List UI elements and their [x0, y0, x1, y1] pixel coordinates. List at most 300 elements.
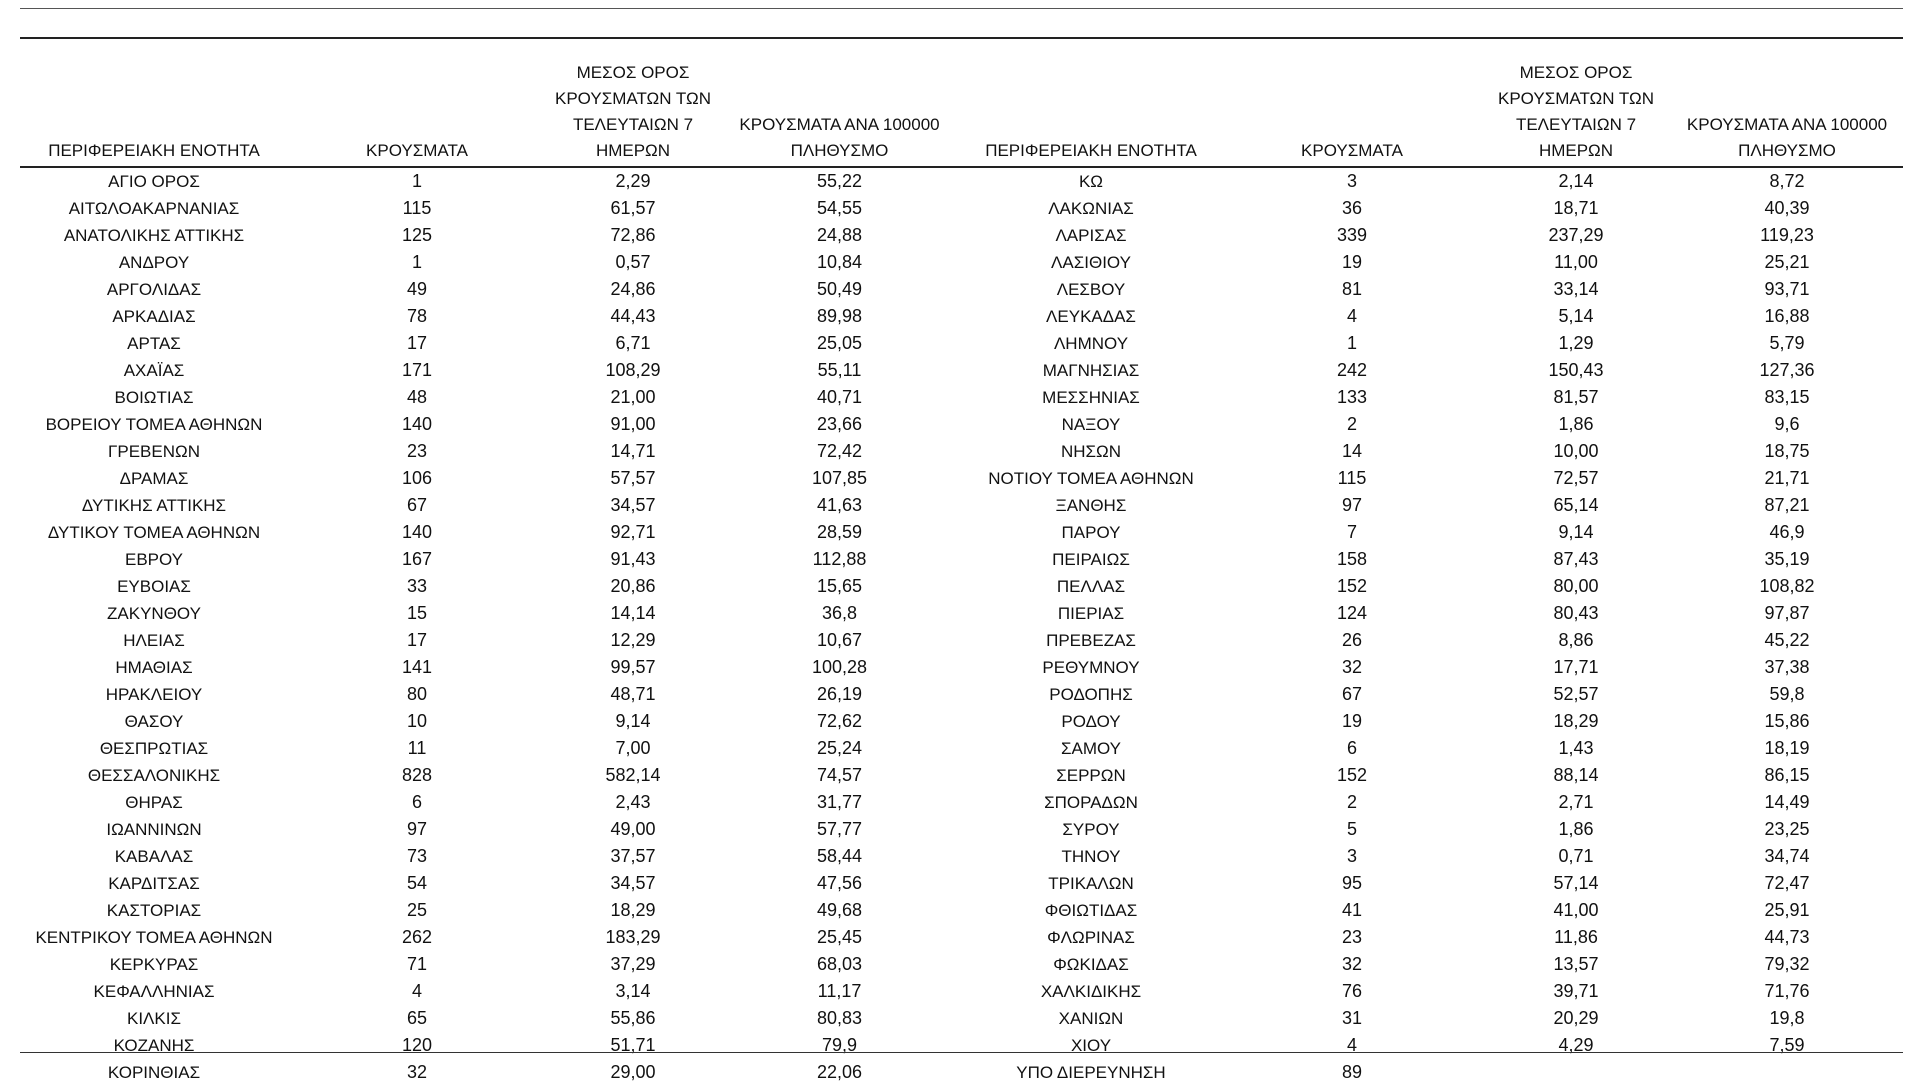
region-name-2: ΝΟΤΙΟΥ ΤΟΜΕΑ ΑΘΗΝΩΝ [988, 468, 1194, 488]
table-row [20, 303, 1903, 330]
cases-per-100k-2: 119,23 [1760, 225, 1814, 245]
avg-7-days-2: 11,00 [1554, 252, 1598, 272]
avg-7-days: 6,71 [615, 333, 651, 353]
header-cases: ΚΡΟΥΣΜΑΤΑ [288, 60, 546, 167]
table-row [20, 816, 1903, 843]
cases: 115 [402, 198, 432, 218]
cases-2: 124 [1336, 603, 1368, 623]
region-name-2: ΤΗΝΟΥ [1061, 846, 1121, 866]
header-avg-7-days-2: ΜΕΣΟΣ ΟΡΟΣ ΚΡΟΥΣΜΑΤΩΝ ΤΩΝ ΤΕΛΕΥΤΑΙΩΝ 7 ΗΜΕΡΩΝ [1481, 60, 1671, 167]
cases: 33 [406, 576, 428, 596]
region-name-2: ΠΡΕΒΕΖΑΣ [1046, 630, 1136, 650]
avg-7-days-2: 65,14 [1553, 495, 1599, 515]
region-name: ΒΟΡΕΙΟΥ ΤΟΜΕΑ ΑΘΗΝΩΝ [45, 414, 263, 434]
cases: 120 [401, 1035, 433, 1055]
cases: 1 [411, 252, 422, 272]
cases-per-100k: 40,71 [816, 387, 863, 407]
cases-per-100k: 50,49 [816, 279, 863, 299]
cases-per-100k-2 [1671, 1059, 1903, 1086]
cases: 49 [406, 279, 428, 299]
cases-2: 89 [1341, 1062, 1363, 1082]
avg-7-days: 51,71 [610, 1035, 656, 1055]
cases: 48 [406, 387, 428, 407]
table-row [20, 600, 1903, 627]
cases: 54 [406, 873, 428, 893]
cases-per-100k: 15,65 [816, 576, 863, 596]
region-name: ΖΑΚΥΝΘΟΥ [107, 603, 201, 623]
cases-2: 5 [1346, 819, 1357, 839]
avg-7-days: 99,57 [610, 657, 656, 677]
avg-7-days-2: 80,43 [1553, 603, 1599, 623]
avg-7-days-2: 1,43 [1558, 738, 1594, 758]
avg-7-days: 582,14 [605, 765, 661, 785]
avg-7-days-2: 81,57 [1553, 387, 1599, 407]
cases-2: 67 [1341, 684, 1363, 704]
region-name-2: ΧΙΟΥ [1070, 1035, 1112, 1055]
region-name-2: ΜΑΓΝΗΣΙΑΣ [1042, 360, 1140, 380]
region-name: ΚΟΡΙΝΘΙΑΣ [107, 1062, 201, 1082]
cases-per-100k-2: 35,19 [1764, 549, 1810, 569]
avg-7-days-2: 4,29 [1558, 1035, 1594, 1055]
region-name-2: ΦΛΩΡΙΝΑΣ [1047, 927, 1135, 947]
avg-7-days: 21,00 [610, 387, 656, 407]
region-name-2: ΛΕΣΒΟΥ [1056, 279, 1126, 299]
cases: 828 [401, 765, 433, 785]
avg-7-days-2: 2,14 [1558, 171, 1594, 191]
cases: 78 [406, 306, 428, 326]
region-name-2: ΦΩΚΙΔΑΣ [1053, 954, 1129, 974]
avg-7-days: 37,57 [610, 846, 656, 866]
avg-7-days: 14,14 [610, 603, 656, 623]
cases-per-100k: 26,19 [816, 684, 863, 704]
avg-7-days: 12,29 [610, 630, 656, 650]
cases-2: 32 [1341, 954, 1363, 974]
cases-per-100k-2: 86,15 [1764, 765, 1810, 785]
avg-7-days: 49,00 [610, 819, 656, 839]
avg-7-days: 72,86 [610, 225, 656, 245]
table-row [20, 1059, 1903, 1086]
table-row [20, 627, 1903, 654]
cases-2: 152 [1336, 765, 1368, 785]
cases: 167 [401, 549, 433, 569]
cases-per-100k: 57,77 [816, 819, 863, 839]
avg-7-days-2: 237,29 [1548, 225, 1604, 245]
region-name: ΑΡΚΑΔΙΑΣ [112, 306, 196, 326]
region-name: ΚΑΒΑΛΑΣ [114, 846, 194, 866]
avg-7-days: 2,29 [615, 171, 651, 191]
cases: 140 [401, 414, 433, 434]
avg-7-days: 57,57 [610, 468, 656, 488]
cases-2: 6 [1346, 738, 1357, 758]
cases-per-100k-2: 25,21 [1764, 252, 1810, 272]
cases: 141 [401, 657, 433, 677]
table-row [20, 546, 1903, 573]
cases-2: 36 [1341, 198, 1363, 218]
cases: 140 [401, 522, 433, 542]
cases-per-100k: 112,88 [812, 549, 867, 569]
avg-7-days-2: 33,14 [1553, 279, 1599, 299]
cases-per-100k-2: 16,88 [1764, 306, 1810, 326]
table-row [20, 951, 1903, 978]
table-row [20, 519, 1903, 546]
avg-7-days-2: 20,29 [1553, 1008, 1599, 1028]
cases: 4 [411, 981, 422, 1001]
avg-7-days-2: 80,00 [1553, 576, 1599, 596]
cases-per-100k: 54,55 [816, 198, 863, 218]
avg-7-days-2: 88,14 [1553, 765, 1599, 785]
cases-per-100k-2: 71,76 [1764, 981, 1810, 1001]
region-name-2: ΠΑΡΟΥ [1061, 522, 1121, 542]
cases: 262 [401, 927, 433, 947]
table-row [20, 167, 1903, 195]
avg-7-days: 7,00 [615, 738, 651, 758]
cases-2: 115 [1337, 468, 1367, 488]
region-name: ΘΕΣΣΑΛΟΝΙΚΗΣ [87, 765, 221, 785]
avg-7-days-2: 41,00 [1553, 900, 1599, 920]
avg-7-days-2: 87,43 [1553, 549, 1599, 569]
region-name-2: ΝΗΣΩΝ [1060, 441, 1122, 461]
avg-7-days: 0,57 [615, 252, 651, 272]
avg-7-days-2: 5,14 [1558, 306, 1594, 326]
region-name: ΚΕΡΚΥΡΑΣ [109, 954, 199, 974]
cases-per-100k: 24,88 [816, 225, 863, 245]
avg-7-days: 14,71 [610, 441, 656, 461]
cases-2: 14 [1341, 441, 1363, 461]
cases-per-100k-2: 21,71 [1764, 468, 1810, 488]
cases: 73 [406, 846, 428, 866]
avg-7-days: 183,29 [605, 927, 661, 947]
cases-2: 3 [1346, 846, 1357, 866]
cases: 11 [407, 738, 427, 758]
avg-7-days: 34,57 [610, 495, 656, 515]
cases-2: 2 [1346, 414, 1357, 434]
table-row [20, 411, 1903, 438]
header-cases-per-100k: ΚΡΟΥΣΜΑΤΑ ΑΝΑ 100000 ΠΛΗΘΥΣΜΟ [720, 60, 959, 167]
avg-7-days-2: 17,71 [1553, 657, 1599, 677]
cases: 80 [406, 684, 428, 704]
cases: 97 [406, 819, 428, 839]
region-name: ΘΕΣΠΡΩΤΙΑΣ [99, 738, 209, 758]
table-row [20, 222, 1903, 249]
cases: 171 [401, 360, 433, 380]
avg-7-days: 2,43 [615, 792, 651, 812]
region-name: ΗΛΕΙΑΣ [123, 630, 185, 650]
region-name-2: ΜΕΣΣΗΝΙΑΣ [1042, 387, 1140, 407]
table-row [20, 708, 1903, 735]
cases: 15 [406, 603, 428, 623]
table-row [20, 465, 1903, 492]
cases-per-100k: 10,67 [816, 630, 863, 650]
cases-per-100k-2: 79,32 [1764, 954, 1810, 974]
cases-per-100k: 72,42 [816, 441, 863, 461]
cases-2: 339 [1336, 225, 1368, 245]
avg-7-days: 108,29 [605, 360, 661, 380]
cases-per-100k: 58,44 [816, 846, 863, 866]
header-region-2: ΠΕΡΙΦΕΡΕΙΑΚΗ ΕΝΟΤΗΤΑ [959, 60, 1223, 167]
cases-per-100k-2: 23,25 [1764, 819, 1810, 839]
cases-2: 4 [1346, 1035, 1357, 1055]
table-row [20, 654, 1903, 681]
region-name-2: ΣΥΡΟΥ [1062, 819, 1120, 839]
avg-7-days-2 [1481, 1059, 1671, 1086]
region-name-2: ΥΠΟ ΔΙΕΡΕΥΝΗΣΗ [1016, 1062, 1166, 1082]
region-name-2: ΛΑΡΙΣΑΣ [1055, 225, 1127, 245]
region-name-2: ΠΙΕΡΙΑΣ [1057, 603, 1125, 623]
region-name-2: ΧΑΛΚΙΔΙΚΗΣ [1040, 981, 1142, 1001]
cases-per-100k: 79,9 [821, 1035, 858, 1055]
cases-per-100k-2: 7,59 [1769, 1035, 1805, 1055]
region-name-2: ΚΩ [1078, 171, 1104, 191]
cases-per-100k-2: 8,72 [1769, 171, 1805, 191]
cases-per-100k: 68,03 [816, 954, 863, 974]
table-row [20, 1005, 1903, 1032]
table-row [20, 789, 1903, 816]
avg-7-days-2: 2,71 [1558, 792, 1594, 812]
table-header [20, 60, 1903, 167]
table-row [20, 762, 1903, 789]
table-row [20, 249, 1903, 276]
region-name-2: ΦΘΙΩΤΙΔΑΣ [1044, 900, 1138, 920]
cases-per-100k: 47,56 [816, 873, 863, 893]
avg-7-days: 20,86 [610, 576, 656, 596]
cases-per-100k-2: 34,74 [1764, 846, 1810, 866]
cases-per-100k-2: 25,91 [1764, 900, 1810, 920]
avg-7-days: 91,43 [610, 549, 656, 569]
cases: 65 [406, 1008, 428, 1028]
avg-7-days-2: 39,71 [1553, 981, 1599, 1001]
avg-7-days-2: 18,71 [1553, 198, 1599, 218]
region-name-2: ΡΕΘΥΜΝΟΥ [1042, 657, 1140, 677]
cases-2: 2 [1346, 792, 1357, 812]
cases-2: 152 [1336, 576, 1368, 596]
region-name: ΚΙΛΚΙΣ [127, 1008, 181, 1028]
cases-2: 26 [1341, 630, 1363, 650]
region-name: ΑΡΤΑΣ [127, 333, 181, 353]
region-name-2: ΡΟΔΟΥ [1061, 711, 1121, 731]
cases-per-100k: 25,45 [816, 927, 863, 947]
region-name: ΚΟΖΑΝΗΣ [113, 1035, 195, 1055]
cases-2: 97 [1341, 495, 1363, 515]
region-name: ΕΒΡΟΥ [124, 549, 184, 569]
region-name-2: ΛΑΣΙΘΙΟΥ [1051, 252, 1131, 272]
table-row [20, 681, 1903, 708]
cases-per-100k: 107,85 [811, 468, 868, 488]
avg-7-days: 24,86 [610, 279, 656, 299]
cases-2: 95 [1341, 873, 1363, 893]
cases-2: 31 [1341, 1008, 1363, 1028]
avg-7-days: 44,43 [610, 306, 656, 326]
table-row [20, 492, 1903, 519]
region-name: ΑΓΙΟ ΟΡΟΣ [108, 171, 200, 191]
table-row [20, 573, 1903, 600]
region-name-2: ΣΕΡΡΩΝ [1056, 765, 1126, 785]
avg-7-days-2: 57,14 [1553, 873, 1599, 893]
cases-per-100k-2: 19,8 [1769, 1008, 1805, 1028]
avg-7-days: 55,86 [610, 1008, 656, 1028]
cases-2: 19 [1341, 711, 1363, 731]
region-name: ΚΑΣΤΟΡΙΑΣ [106, 900, 202, 920]
table-row [20, 357, 1903, 384]
table-row [20, 195, 1903, 222]
table-row [20, 330, 1903, 357]
cases-per-100k: 36,8 [821, 603, 858, 623]
top-rule [20, 8, 1903, 9]
region-name: ΗΜΑΘΙΑΣ [115, 657, 193, 677]
avg-7-days: 3,14 [615, 981, 651, 1001]
cases-per-100k-2: 18,75 [1764, 441, 1810, 461]
cases: 125 [401, 225, 433, 245]
avg-7-days: 61,57 [610, 198, 656, 218]
cases-per-100k-2: 44,73 [1764, 927, 1810, 947]
header-region: ΠΕΡΙΦΕΡΕΙΑΚΗ ΕΝΟΤΗΤΑ [20, 60, 288, 167]
cases-2: 81 [1341, 279, 1363, 299]
cases-per-100k: 31,77 [816, 792, 863, 812]
table-row [20, 843, 1903, 870]
region-name: ΚΕΝΤΡΙΚΟΥ ΤΟΜΕΑ ΑΘΗΝΩΝ [35, 927, 273, 947]
cases: 25 [406, 900, 428, 920]
cases-per-100k: 89,98 [816, 306, 863, 326]
header-row [20, 60, 1903, 167]
region-name-2: ΡΟΔΟΠΗΣ [1049, 684, 1133, 704]
cases-per-100k-2: 83,15 [1764, 387, 1810, 407]
region-name: ΑΝΔΡΟΥ [118, 252, 190, 272]
cases-per-100k: 11,17 [817, 981, 862, 1001]
cases-per-100k: 49,68 [816, 900, 863, 920]
bottom-rule [20, 1052, 1903, 1053]
cases: 17 [406, 630, 428, 650]
cases-per-100k-2: 15,86 [1764, 711, 1810, 731]
cases-per-100k: 22,06 [816, 1062, 863, 1082]
region-name: ΒΟΙΩΤΙΑΣ [114, 387, 194, 407]
region-name-2: ΧΑΝΙΩΝ [1058, 1008, 1124, 1028]
cases-per-100k-2: 14,49 [1764, 792, 1810, 812]
cases: 67 [406, 495, 428, 515]
cases-per-100k: 72,62 [816, 711, 863, 731]
cases-2: 4 [1346, 306, 1357, 326]
region-name: ΑΝΑΤΟΛΙΚΗΣ ΑΤΤΙΚΗΣ [63, 225, 245, 245]
region-name: ΑΧΑΪΑΣ [123, 360, 185, 380]
cases-per-100k: 41,63 [816, 495, 863, 515]
avg-7-days-2: 11,86 [1554, 927, 1598, 947]
cases-2: 158 [1336, 549, 1368, 569]
cases-2: 41 [1341, 900, 1363, 920]
cases-per-100k-2: 59,8 [1769, 684, 1805, 704]
region-name-2: ΤΡΙΚΑΛΩΝ [1048, 873, 1134, 893]
header-avg-7-days: ΜΕΣΟΣ ΟΡΟΣ ΚΡΟΥΣΜΑΤΩΝ ΤΩΝ ΤΕΛΕΥΤΑΙΩΝ 7 ΗΜΕΡΩΝ [546, 60, 720, 167]
cases: 1 [411, 171, 422, 191]
avg-7-days: 34,57 [610, 873, 656, 893]
header-rule [20, 37, 1903, 39]
avg-7-days: 18,29 [610, 900, 656, 920]
avg-7-days: 48,71 [610, 684, 656, 704]
cases-2: 242 [1336, 360, 1368, 380]
region-name: ΘΗΡΑΣ [125, 792, 183, 812]
avg-7-days-2: 0,71 [1558, 846, 1594, 866]
table-row [20, 276, 1903, 303]
avg-7-days: 37,29 [610, 954, 656, 974]
table-row [20, 384, 1903, 411]
avg-7-days-2: 1,29 [1558, 333, 1594, 353]
header-cases-per-100k-2: ΚΡΟΥΣΜΑΤΑ ΑΝΑ 100000 ΠΛΗΘΥΣΜΟ [1671, 60, 1903, 167]
avg-7-days-2: 52,57 [1553, 684, 1599, 704]
table-row [20, 735, 1903, 762]
avg-7-days-2: 1,86 [1558, 819, 1594, 839]
regional-cases-table [20, 60, 1903, 1086]
cases-2: 133 [1336, 387, 1368, 407]
cases-per-100k-2: 46,9 [1769, 522, 1805, 542]
cases-per-100k: 55,22 [816, 171, 863, 191]
region-name: ΓΡΕΒΕΝΩΝ [108, 441, 200, 461]
table-row [20, 870, 1903, 897]
avg-7-days-2: 8,86 [1558, 630, 1594, 650]
cases-per-100k: 25,05 [816, 333, 863, 353]
table-row [20, 978, 1903, 1005]
cases: 23 [406, 441, 428, 461]
avg-7-days-2: 10,00 [1553, 441, 1599, 461]
cases-per-100k-2: 40,39 [1764, 198, 1810, 218]
cases-per-100k-2: 87,21 [1764, 495, 1810, 515]
cases-per-100k: 25,24 [816, 738, 863, 758]
region-name-2: ΝΑΞΟΥ [1061, 414, 1121, 434]
cases-2: 76 [1341, 981, 1363, 1001]
avg-7-days-2: 1,86 [1558, 414, 1594, 434]
region-name: ΕΥΒΟΙΑΣ [117, 576, 191, 596]
cases-2: 32 [1341, 657, 1363, 677]
table-row [20, 924, 1903, 951]
cases: 71 [406, 954, 428, 974]
region-name-2: ΣΑΜΟΥ [1060, 738, 1122, 758]
cases-per-100k-2: 45,22 [1764, 630, 1810, 650]
cases: 10 [406, 711, 428, 731]
region-name: ΚΑΡΔΙΤΣΑΣ [108, 873, 200, 893]
avg-7-days-2: 72,57 [1553, 468, 1599, 488]
table-row [20, 438, 1903, 465]
region-name: ΚΕΦΑΛΛΗΝΙΑΣ [93, 981, 215, 1001]
cases-per-100k: 100,28 [811, 657, 868, 677]
cases-per-100k: 28,59 [816, 522, 863, 542]
avg-7-days: 91,00 [610, 414, 656, 434]
cases-2: 23 [1341, 927, 1363, 947]
cases-per-100k-2: 9,6 [1774, 414, 1800, 434]
region-name-2: ΞΑΝΘΗΣ [1055, 495, 1127, 515]
cases-per-100k: 74,57 [816, 765, 863, 785]
avg-7-days-2: 150,43 [1548, 360, 1604, 380]
cases-per-100k: 55,11 [817, 360, 862, 380]
avg-7-days: 29,00 [610, 1062, 656, 1082]
region-name-2: ΠΕΛΛΑΣ [1056, 576, 1126, 596]
cases-per-100k-2: 108,82 [1759, 576, 1815, 596]
region-name: ΔΡΑΜΑΣ [119, 468, 189, 488]
avg-7-days-2: 13,57 [1553, 954, 1599, 974]
cases: 106 [401, 468, 433, 488]
region-name-2: ΛΕΥΚΑΔΑΣ [1046, 306, 1136, 326]
table-row [20, 1032, 1903, 1059]
cases-2: 7 [1346, 522, 1357, 542]
region-name-2: ΛΗΜΝΟΥ [1053, 333, 1129, 353]
region-name: ΔΥΤΙΚΗΣ ΑΤΤΙΚΗΣ [81, 495, 227, 515]
cases-per-100k-2: 127,36 [1759, 360, 1815, 380]
avg-7-days: 92,71 [610, 522, 656, 542]
cases-per-100k-2: 72,47 [1764, 873, 1810, 893]
cases-per-100k-2: 37,38 [1764, 657, 1810, 677]
region-name-2: ΣΠΟΡΑΔΩΝ [1044, 792, 1138, 812]
cases-per-100k-2: 5,79 [1769, 333, 1805, 353]
cases-per-100k: 10,84 [816, 252, 863, 272]
cases-2: 1 [1346, 333, 1357, 353]
cases-per-100k: 80,83 [816, 1008, 863, 1028]
cases-2: 3 [1346, 171, 1357, 191]
cases: 6 [411, 792, 422, 812]
